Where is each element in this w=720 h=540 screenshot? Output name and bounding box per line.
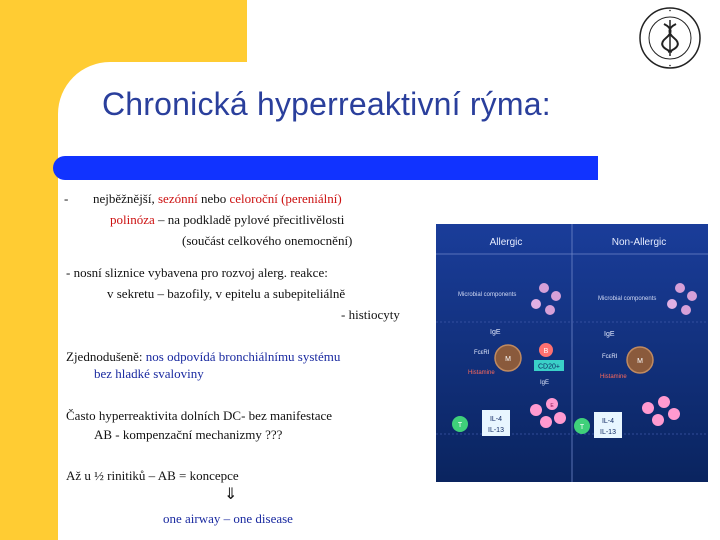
simplified-prefix: Zjednodušeně: — [66, 349, 146, 364]
figure-microbial-right: Microbial components — [598, 296, 657, 302]
bullet1-line2 — [110, 210, 344, 230]
figure-ige-left: IgE — [490, 329, 501, 336]
rhinitis-line: Až u ½ rinitiků – AB = koncepce — [66, 468, 239, 483]
figure-fcri-right: FcεRI — [602, 354, 618, 360]
figure-b-label: B — [543, 348, 549, 355]
bullet2-line3: - histiocyty — [341, 307, 400, 322]
slide-title: Chronická hyperreaktivní rýma: — [102, 86, 551, 122]
figure-m-left: M — [505, 356, 511, 363]
figure-fcri-left: FcεRI — [474, 350, 490, 356]
one-airway-line: one airway – one disease — [163, 511, 293, 526]
bullet1-line3: (součást celkového onemocnění) — [182, 233, 353, 248]
bullet1-mid: nebo — [197, 191, 230, 206]
allergic-vs-nonallergic-figure — [436, 224, 708, 482]
bullet2-line2: v sekretu – bazofily, v epitelu a subepiteliálně — [107, 286, 346, 301]
figure-t-right: T — [579, 424, 585, 431]
bullet1-line1-prefix: nejběžnější, — [93, 191, 158, 206]
figure-ige-small: IgE — [540, 380, 550, 386]
bullet2-line1: - nosní sliznice vybavena pro rozvoj alerg. reakce: — [66, 265, 328, 280]
bullet1-pollinosis: polinóza — [110, 212, 155, 227]
figure-m-right: M — [637, 358, 643, 365]
figure-il13-left: IL-13 — [488, 427, 504, 434]
bullet1-line2-rest: – na podkladě pylové přecitlivělosti — [154, 212, 345, 227]
bullet1-line1 — [93, 189, 342, 209]
bullet-dash: - — [64, 191, 69, 206]
down-arrow-icon: ⇓ — [224, 486, 238, 503]
figure-t-left: T — [457, 422, 463, 429]
figure-allergic-label: Allergic — [489, 237, 523, 248]
decorative-blue-bar — [53, 156, 598, 180]
often-line1: Často hyperreaktivita dolních DC- bez manifestace — [66, 408, 333, 423]
figure-e-label: E — [550, 403, 554, 409]
bullet1-seasonal: sezónní — [157, 191, 198, 206]
bullet1-perennial: celoroční (pereniální) — [229, 191, 342, 206]
figure-diagram — [436, 224, 708, 482]
figure-histamine-left: Histamine — [468, 370, 495, 376]
figure-cd20-label: CD20+ — [538, 363, 560, 371]
figure-il13-right: IL-13 — [600, 429, 616, 436]
figure-microbial-left: Microbial components — [458, 292, 517, 298]
figure-il4-right: IL-4 — [601, 418, 615, 425]
university-seal-logo — [638, 6, 702, 70]
figure-il4-left: IL-4 — [489, 416, 503, 423]
often-line2: AB - kompenzační mechanizmy ??? — [94, 427, 283, 442]
simplified-line2: bez hladké svaloviny — [94, 366, 204, 381]
figure-nonallergic-label: Non-Allergic — [611, 237, 667, 248]
figure-ige-right: IgE — [604, 331, 615, 338]
decorative-yellow-left-bar — [0, 162, 58, 540]
figure-histamine-right: Histamine — [600, 374, 627, 380]
simplified-blue1: nos odpovídá bronchiálnímu systému — [145, 349, 341, 364]
